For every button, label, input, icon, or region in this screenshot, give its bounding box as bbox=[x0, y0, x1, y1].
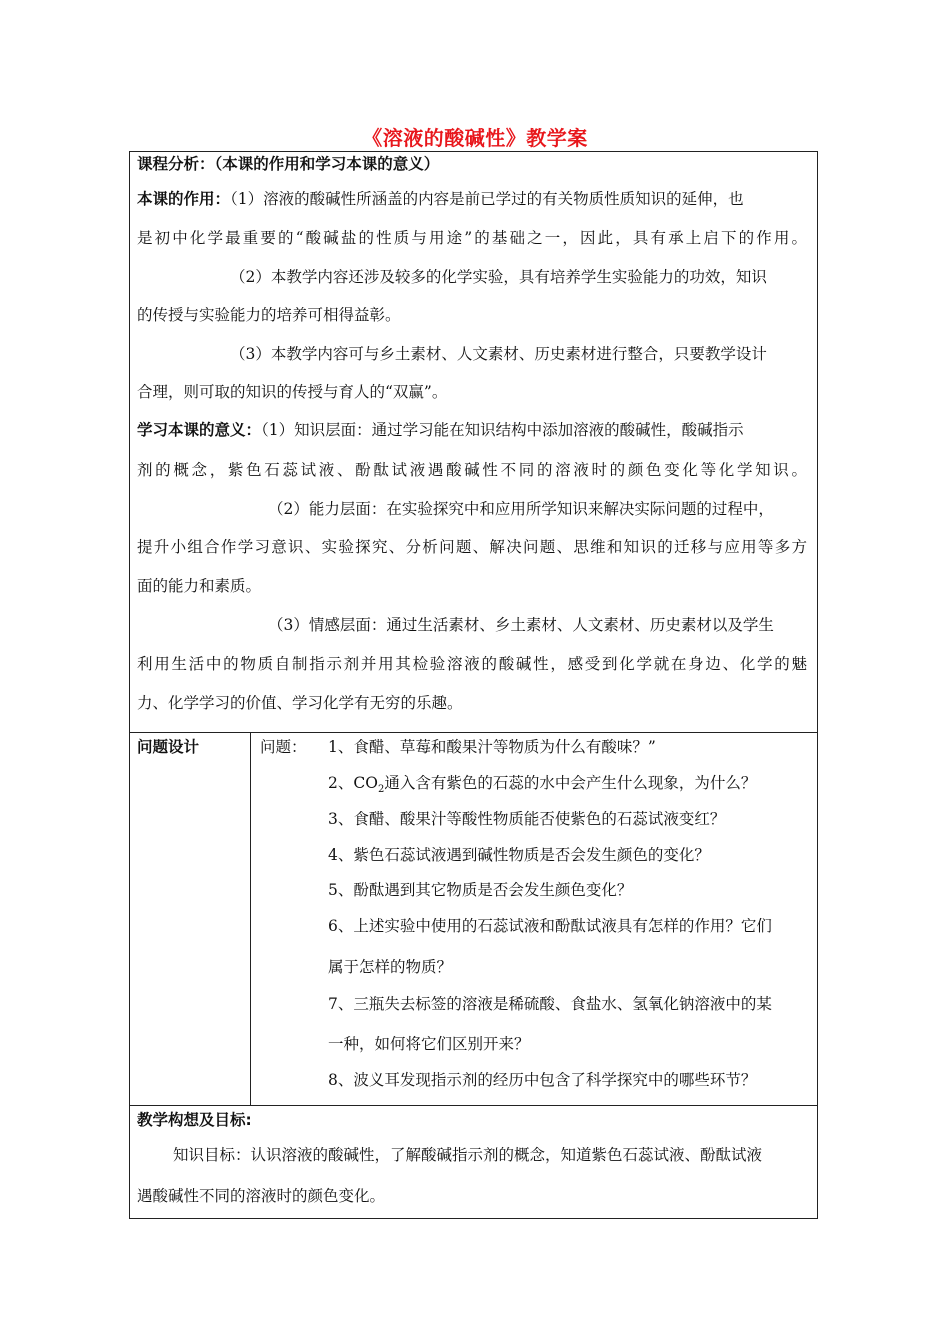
role-1-line-2: 是初中化学最重要的“酸碱盐的性质与用途”的基础之一，因此，具有承上启下的作用。 bbox=[137, 229, 807, 247]
meaning-2-line-2: 提升小组合作学习意识、实验探究、分析问题、解决问题、思维和知识的迁移与应用等多方 bbox=[137, 538, 807, 556]
document-title: 《溶液的酸碱性》教学案 bbox=[362, 126, 588, 150]
meaning-label: 学习本课的意义： bbox=[137, 421, 262, 439]
question-2-pre: 2、CO bbox=[328, 774, 378, 792]
question-7-line-1: 7、三瓶失去标签的溶液是稀硫酸、食盐水、氢氧化钠溶液中的某 bbox=[328, 995, 772, 1013]
meaning-1-line-1: （1）知识层面：通过学习能在知识结构中添加溶液的酸碱性，酸碱指示 bbox=[261, 421, 744, 439]
question-6-line-2: 属于怎样的物质？ bbox=[328, 958, 453, 976]
question-7-line-2: 一种，如何将它们区别开来？ bbox=[328, 1035, 530, 1053]
meaning-3-line-1: （3）情感层面：通过生活素材、乡土素材、人文素材、历史素材以及学生 bbox=[268, 616, 774, 634]
meaning-1-line-2: 剂的概念，紫色石蕊试液、酚酞试液遇酸碱性不同的溶液时的颜色变化等化学知识。 bbox=[137, 461, 807, 479]
question-3: 3、食醋、酸果汁等酸性物质能否使紫色的石蕊试液变红？ bbox=[328, 810, 726, 828]
goals-heading: 教学构想及目标: bbox=[137, 1111, 252, 1129]
role-3-line-1: （3）本教学内容可与乡土素材、人文素材、历史素材进行整合，只要教学设计 bbox=[230, 345, 767, 363]
question-2 bbox=[328, 773, 757, 796]
role-label: 本课的作用： bbox=[137, 190, 231, 208]
questions-prefix: 问题： bbox=[260, 738, 307, 756]
questions-column-divider bbox=[250, 732, 251, 1106]
meaning-2-line-3: 面的能力和素质。 bbox=[137, 577, 262, 595]
meaning-3-line-3: 力、化学学习的价值、学习化学有无穷的乐趣。 bbox=[137, 694, 463, 712]
question-6-line-1: 6、上述实验中使用的石蕊试液和酚酞试液具有怎样的作用？它们 bbox=[328, 917, 772, 935]
role-2-line-1: （2）本教学内容还涉及较多的化学实验，具有培养学生实验能力的功效，知识 bbox=[230, 268, 767, 286]
role-3-line-2: 合理，则可取的知识的传授与育人的“双赢”。 bbox=[137, 383, 448, 401]
question-2-subscript: 2 bbox=[377, 784, 385, 796]
role-1-line-1: （1）溶液的酸碱性所涵盖的内容是前已学过的有关物质性质知识的延伸，也 bbox=[230, 190, 744, 208]
meaning-paragraph-1 bbox=[137, 420, 744, 440]
question-2-post: 通入含有紫色的石蕊的水中会产生什么现象，为什么？ bbox=[384, 774, 757, 792]
question-1: 1、食醋、草莓和酸果汁等物质为什么有酸味？” bbox=[328, 738, 656, 756]
question-5: 5、酚酞遇到其它物质是否会发生颜色变化？ bbox=[328, 881, 633, 899]
meaning-2-line-1: （2）能力层面：在实验探究中和应用所学知识来解决实际问题的过程中， bbox=[268, 500, 774, 518]
knowledge-goal-line-1: 知识目标：认识溶液的酸碱性，了解酸碱指示剂的概念，知道紫色石蕊试液、酚酞试液 bbox=[173, 1146, 763, 1164]
question-4: 4、紫色石蕊试液遇到碱性物质是否会发生颜色的变化？ bbox=[328, 846, 710, 864]
meaning-3-line-2: 利用生活中的物质自制指示剂并用其检验溶液的酸碱性，感受到化学就在身边、化学的魅 bbox=[137, 655, 807, 673]
role-paragraph-1 bbox=[137, 189, 807, 209]
knowledge-goal-line-2: 遇酸碱性不同的溶液时的颜色变化。 bbox=[137, 1187, 386, 1205]
question-8: 8、波义耳发现指示剂的经历中包含了科学探究中的哪些环节？ bbox=[328, 1071, 757, 1089]
analysis-heading: 课程分析：（本课的作用和学习本课的意义） bbox=[137, 155, 440, 173]
role-2-line-2: 的传授与实验能力的培养可相得益彰。 bbox=[137, 306, 401, 324]
questions-label: 问题设计 bbox=[137, 738, 200, 756]
